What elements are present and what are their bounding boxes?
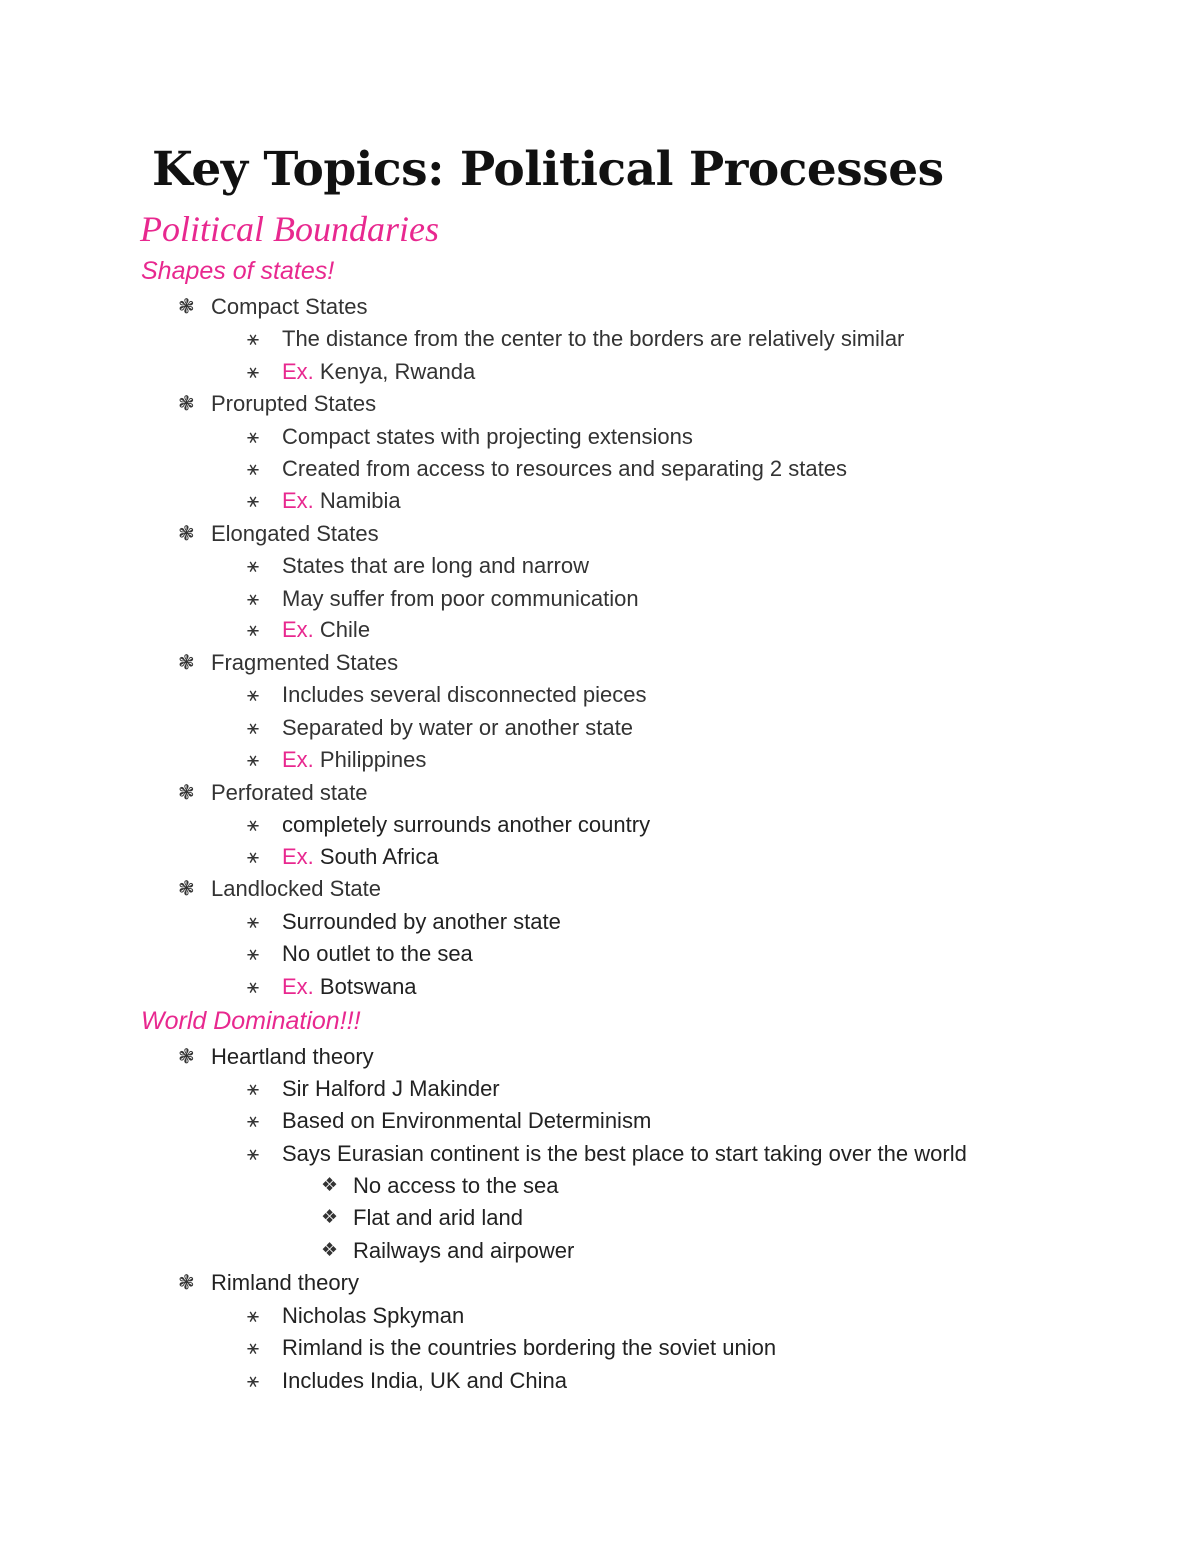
asterisk-bullet-icon: ⚹ <box>247 943 259 965</box>
list-item: ❃ Elongated States <box>211 518 379 550</box>
list-item: ⚹ Created from access to resources and separating 2 states <box>282 453 847 485</box>
asterisk-bullet-icon: ⚹ <box>247 490 259 512</box>
asterisk-bullet-icon: ⚹ <box>247 1370 259 1392</box>
list-item: ❃ Heartland theory <box>211 1041 374 1073</box>
list-item: ⚹ Rimland is the countries bordering the soviet union <box>282 1332 776 1364</box>
list-item: ⚹ Says Eurasian continent is the best place to start taking over the world <box>282 1138 967 1170</box>
list-item: ⚹ Nicholas Spkyman <box>282 1300 464 1332</box>
diamond-bullet-icon: ❖ <box>321 1175 339 1196</box>
asterisk-bullet-icon: ⚹ <box>247 911 259 933</box>
diamond-bullet-icon: ❖ <box>321 1240 339 1261</box>
asterisk-bullet-icon: ⚹ <box>247 814 259 836</box>
list-item: ⚹ Ex. Kenya, Rwanda <box>282 356 475 388</box>
list-item: ⚹ Ex. South Africa <box>282 841 439 873</box>
asterisk-bullet-icon: ⚹ <box>247 1337 259 1359</box>
list-item: ❖ No access to the sea <box>353 1170 558 1202</box>
flower-bullet-icon: ❃ <box>178 1272 195 1294</box>
list-item: ⚹ Based on Environmental Determinism <box>282 1105 651 1137</box>
list-item: ⚹ Ex. Philippines <box>282 744 426 776</box>
list-item: ⚹ completely surrounds another country <box>282 809 650 841</box>
list-item: ❖ Railways and airpower <box>353 1235 574 1267</box>
list-item: ⚹ Includes several disconnected pieces <box>282 679 646 711</box>
subsection-heading-domination: World Domination!!! <box>141 1007 361 1035</box>
subsection-heading-shapes: Shapes of states! <box>141 257 335 285</box>
asterisk-bullet-icon: ⚹ <box>247 684 259 706</box>
asterisk-bullet-icon: ⚹ <box>247 458 259 480</box>
list-item: ⚹ Sir Halford J Makinder <box>282 1073 500 1105</box>
list-item: ❃ Perforated state <box>211 777 368 809</box>
list-item: ⚹ The distance from the center to the borders are relatively similar <box>282 323 904 355</box>
page-title: Key Topics: Political Processes <box>152 142 944 197</box>
list-item: ❖ Flat and arid land <box>353 1202 523 1234</box>
list-item: ⚹ Ex. Chile <box>282 614 370 646</box>
list-item: ⚹ Ex. Botswana <box>282 971 417 1003</box>
flower-bullet-icon: ❃ <box>178 296 195 318</box>
list-item: ⚹ May suffer from poor communication <box>282 583 639 615</box>
flower-bullet-icon: ❃ <box>178 652 195 674</box>
asterisk-bullet-icon: ⚹ <box>247 976 259 998</box>
list-item: ⚹ Separated by water or another state <box>282 712 633 744</box>
asterisk-bullet-icon: ⚹ <box>247 555 259 577</box>
list-item: ⚹ Includes India, UK and China <box>282 1365 567 1397</box>
flower-bullet-icon: ❃ <box>178 523 195 545</box>
flower-bullet-icon: ❃ <box>178 393 195 415</box>
list-item: ⚹ Ex. Namibia <box>282 485 401 517</box>
asterisk-bullet-icon: ⚹ <box>247 426 259 448</box>
asterisk-bullet-icon: ⚹ <box>247 1110 259 1132</box>
asterisk-bullet-icon: ⚹ <box>247 361 259 383</box>
asterisk-bullet-icon: ⚹ <box>247 619 259 641</box>
asterisk-bullet-icon: ⚹ <box>247 1143 259 1165</box>
asterisk-bullet-icon: ⚹ <box>247 588 259 610</box>
list-item: ❃ Rimland theory <box>211 1267 359 1299</box>
asterisk-bullet-icon: ⚹ <box>247 1078 259 1100</box>
flower-bullet-icon: ❃ <box>178 1046 195 1068</box>
list-item: ❃ Landlocked State <box>211 873 381 905</box>
section-heading: Political Boundaries <box>140 209 439 249</box>
list-item: ⚹ No outlet to the sea <box>282 938 473 970</box>
list-item: ⚹ Compact states with projecting extensions <box>282 421 693 453</box>
asterisk-bullet-icon: ⚹ <box>247 846 259 868</box>
asterisk-bullet-icon: ⚹ <box>247 1305 259 1327</box>
asterisk-bullet-icon: ⚹ <box>247 328 259 350</box>
flower-bullet-icon: ❃ <box>178 782 195 804</box>
list-item: ❃ Compact States <box>211 291 368 323</box>
flower-bullet-icon: ❃ <box>178 878 195 900</box>
asterisk-bullet-icon: ⚹ <box>247 717 259 739</box>
list-item: ❃ Fragmented States <box>211 647 398 679</box>
list-item: ⚹ Surrounded by another state <box>282 906 561 938</box>
diamond-bullet-icon: ❖ <box>321 1207 339 1228</box>
list-item: ❃ Prorupted States <box>211 388 376 420</box>
list-item: ⚹ States that are long and narrow <box>282 550 589 582</box>
asterisk-bullet-icon: ⚹ <box>247 749 259 771</box>
